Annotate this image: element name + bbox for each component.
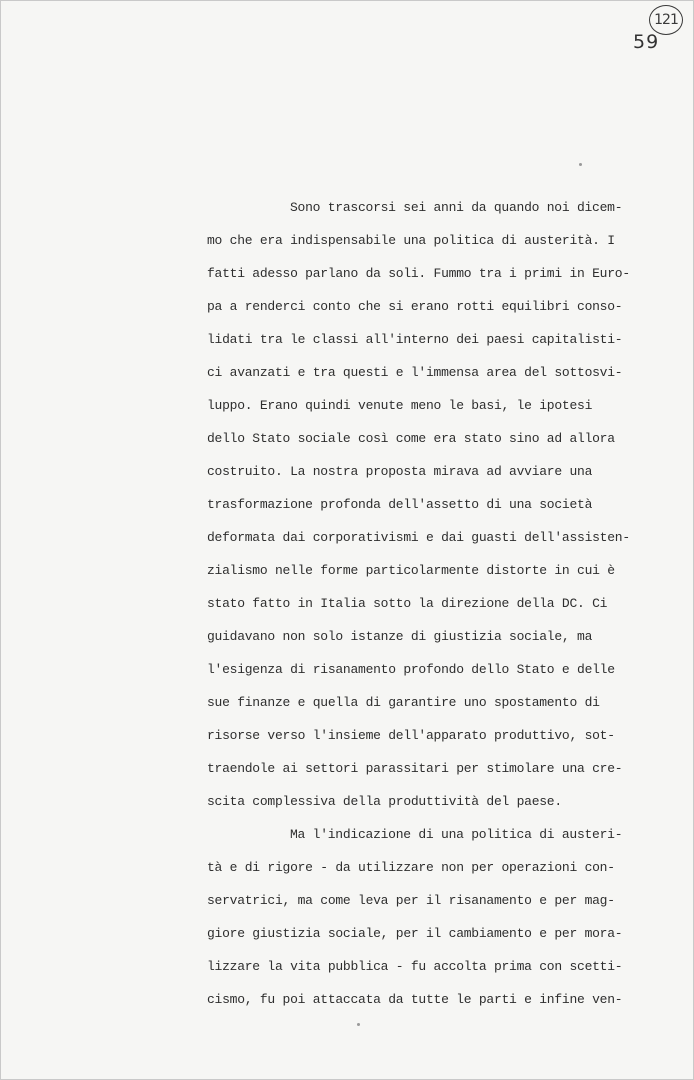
speck-mark [357, 1023, 360, 1026]
text-line: costruito. La nostra proposta mirava ad avviare una [207, 464, 593, 479]
text-line: guidavano non solo istanze di giustizia sociale, ma [207, 629, 593, 644]
text-line: Sono trascorsi sei anni da quando noi dicem- [290, 200, 623, 215]
text-line: sue finanze e quella di garantire uno spostamento di [207, 695, 600, 710]
text-line: zialismo nelle forme particolarmente distorte in cui è [207, 563, 615, 578]
text-line: mo che era indispensabile una politica di austerità. I [207, 233, 615, 248]
text-line: ci avanzati e tra questi e l'immensa area del sottosvi- [207, 365, 623, 380]
speck-mark [579, 163, 582, 166]
text-line: fatti adesso parlano da soli. Fummo tra i primi in Euro- [207, 266, 630, 281]
text-line: tà e di rigore - da utilizzare non per operazioni con- [207, 860, 615, 875]
text-line: trasformazione profonda dell'assetto di una società [207, 497, 593, 512]
text-line: pa a renderci conto che si erano rotti equilibri conso- [207, 299, 623, 314]
text-line: cismo, fu poi attaccata da tutte le parti e infine ven- [207, 992, 623, 1007]
text-line: scita complessiva della produttività del paese. [207, 794, 562, 809]
text-line: giore giustizia sociale, per il cambiamento e per mora- [207, 926, 623, 941]
text-line: Ma l'indicazione di una politica di austeri- [290, 827, 623, 842]
text-line: stato fatto in Italia sotto la direzione della DC. Ci [207, 596, 608, 611]
archive-stamp-number: 121 [654, 12, 678, 28]
text-line: dello Stato sociale così come era stato sino ad allora [207, 431, 615, 446]
page-number: 59 [633, 31, 660, 53]
text-line: lizzare la vita pubblica - fu accolta prima con scetti- [207, 959, 623, 974]
text-line: servatrici, ma come leva per il risanamento e per mag- [207, 893, 615, 908]
text-line: risorse verso l'insieme dell'apparato produttivo, sot- [207, 728, 615, 743]
text-line: l'esigenza di risanamento profondo dello Stato e delle [207, 662, 615, 677]
text-line: traendole ai settori parassitari per stimolare una cre- [207, 761, 623, 776]
text-line: deformata dai corporativismi e dai guasti dell'assisten- [207, 530, 630, 545]
text-line: luppo. Erano quindi venute meno le basi, le ipotesi [207, 398, 593, 413]
text-line: lidati tra le classi all'interno dei paesi capitalisti- [207, 332, 623, 347]
